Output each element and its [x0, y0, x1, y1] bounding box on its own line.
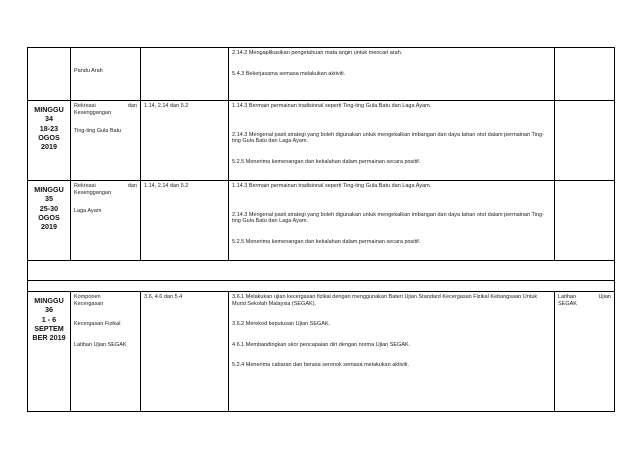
- objective-text: 4.6.1 Membandingkan skor pencapaian diri dengan norma Ujian SEGAK.: [232, 341, 411, 348]
- week-number: 34: [45, 114, 53, 124]
- topic-text: Ting-ting Gula Batu: [74, 128, 122, 135]
- remarks-text: SEGAK: [558, 300, 577, 307]
- week-dates: 18-23: [39, 123, 59, 133]
- objective-text: 5.2.5 Menerima kemenangan dan kekalahan dalam permainan secara positif.: [232, 238, 421, 245]
- objectives-cell: [229, 181, 555, 261]
- standards-cell: 3.6, 4.6 dan 5.4: [141, 292, 229, 412]
- week-cell: [28, 101, 71, 181]
- objective-text: 3.6.2 Merekod keputusan Ujian SEGAK.: [232, 321, 331, 328]
- week-year: 2019: [41, 142, 57, 152]
- objective-text: 5.4.3 Bekerjasama semasa melakukan aktiviti.: [232, 70, 346, 77]
- table-row: [28, 261, 615, 281]
- week-month: OGOS: [38, 212, 60, 222]
- topic-text: Kecergasan Fizikal: [74, 321, 121, 328]
- table-row: [28, 292, 615, 412]
- objective-text: 5.2.5 Menerima kemenangan dan kekalahan dalam permainan secara positif.: [232, 158, 421, 165]
- week-label: MINGGU: [34, 296, 64, 305]
- topic-text: Pandu Arah: [74, 68, 103, 74]
- week-number: 36: [45, 305, 53, 315]
- empty-cell: [28, 281, 615, 292]
- standards-cell: 1.14, 2.14 dan 5.2: [141, 181, 229, 261]
- topic-text: Rekreasi dan: [74, 183, 137, 189]
- objectives-cell: [229, 292, 555, 412]
- topic-cell: [71, 48, 141, 101]
- standards-cell: 1.14, 2.14 dan 5.2: [141, 101, 229, 181]
- remarks-cell: [555, 48, 615, 101]
- objectives-cell: [229, 48, 555, 101]
- week-label: MINGGU: [34, 185, 64, 194]
- objective-text: 2.14.3 Mengenal pasti strategi yang boleh digunakan untuk mengekalkan imbangan dan daya tahan otot dalam permainan Ting-ting Gula Batu dan Laga Ayam.: [232, 211, 544, 225]
- standards-cell: [141, 48, 229, 101]
- table-row: [28, 281, 615, 292]
- topic-text: Komponen Kecergasan: [74, 294, 104, 307]
- week-year: BER 2019: [32, 333, 66, 343]
- week-cell: [28, 292, 71, 412]
- objective-text: 1.14.3 Bermain permainan tradisional seperti Ting-ting Gula Batu dan Laga Ayam.: [232, 103, 432, 109]
- objective-text: 1.14.3 Bermain permainan tradisional seperti Ting-ting Gula Batu dan Laga Ayam.: [232, 183, 432, 189]
- topic-cell: [71, 292, 141, 412]
- remarks-cell: [555, 181, 615, 261]
- topic-cell: [71, 181, 141, 261]
- topic-text: Laga Ayam: [74, 208, 102, 215]
- week-dates: 25-30: [39, 203, 59, 213]
- week-month: SEPTEM: [34, 323, 64, 333]
- table-row: [28, 48, 615, 101]
- topic-text: Rekreasi dan: [74, 103, 137, 109]
- remarks-cell: [555, 292, 615, 412]
- objectives-cell: [229, 101, 555, 181]
- topic-cell: [71, 101, 141, 181]
- objective-text: 5.2.4 Menerima cabaran dan berasa seronok semasa melakukan aktiviti.: [232, 362, 410, 369]
- week-year: 2019: [41, 222, 57, 232]
- week-dates: 1 - 6: [41, 314, 57, 324]
- topic-text: Kesenggangan: [74, 189, 112, 196]
- week-cell: [28, 48, 71, 101]
- objective-text: 2.14.2 Mengaplikasikan pengetahuan mata angin untuk mencari arah.: [232, 50, 403, 56]
- objective-text: 3.6.1 Melakukan ujian kecergasan fizikal dengan menggunakan Bateri Ujian Standard Kecergasan Fizikal Kebangsaan Untuk Murid Sekolah Malaysia (SEGAK).: [232, 294, 538, 307]
- week-cell: [28, 181, 71, 261]
- lesson-plan-table: [27, 47, 615, 412]
- topic-text: Kesenggangan: [74, 109, 112, 116]
- empty-cell: [28, 261, 615, 281]
- week-label: MINGGU: [34, 105, 64, 114]
- week-month: OGOS: [38, 132, 60, 142]
- table-row: [28, 101, 615, 181]
- remarks-cell: [555, 101, 615, 181]
- week-number: 35: [45, 194, 53, 204]
- table-row: [28, 181, 615, 261]
- topic-text: Latihan Ujian SEGAK: [74, 341, 127, 348]
- objective-text: 2.14.3 Mengenal pasti strategi yang boleh digunakan untuk mengekalkan imbangan dan daya tahan otot dalam permainan Ting-ting Gula Batu dan Laga Ayam.: [232, 131, 544, 145]
- remarks-text: Latihan Ujian: [558, 294, 611, 300]
